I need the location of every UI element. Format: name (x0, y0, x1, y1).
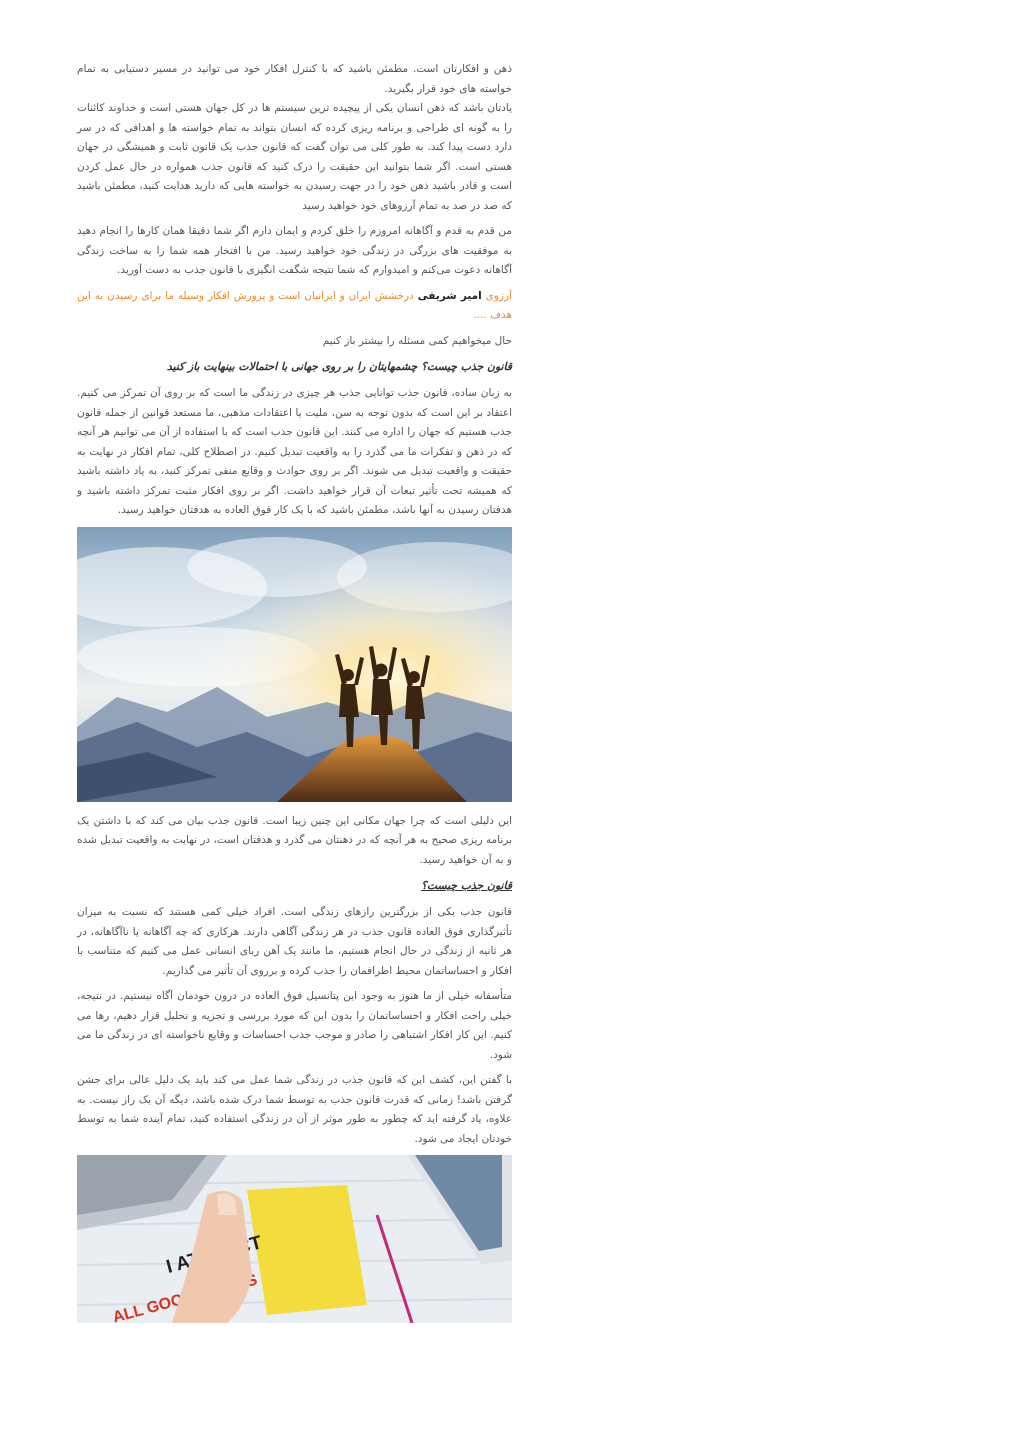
paragraph-biggest-secret: قانون جذب یکی از بزرگترین رازهای زندگی است. افراد خیلی کمی هستند که نسبت به میزان تأثیرگذاری فوق العاده قانون جذب در هر زندگی آگاهی دارند. هرکاری که چه آگاهانه یا ناآگاهانه، در هر ثانیه از زندگی در حال انجام هستیم، ما مانند یک آهن ربای انسانی عمل می کنیم که متناسب با افکار و احساساتمان محیط اطرافمان را جذب کرده و برروی آن تأثیر می گذاریم. (77, 906, 512, 977)
article-column (77, 60, 512, 1333)
paragraph-wish (77, 287, 512, 326)
wish-suffix: درخشش ایران و ایرانیان است و پرورش افکار وسیله ما برای رسیدن به این هدف .... (77, 289, 512, 321)
wish-prefix: آرزوی (481, 289, 513, 302)
paragraph-celebration: با گفتن این، کشف این که قانون جذب در زندگی شما عمل می کند باید یک دلیل عالی برای جشن گرفتن باشد! زمانی که قدرت قانون جذب به توسط شما درک شده باشد، دیگه آن یک راز نیست. به علاوه، یاد گرفته اید که چطور به طور موثر از آن در زندگی استفاده کنید، تمام آینده شما به توسط خودتان ایجاد می شود. (77, 1074, 512, 1145)
note-text-line1: I (164, 1256, 175, 1278)
author-name[interactable]: امیر شریفی (417, 289, 482, 302)
attract-note-photo (77, 1155, 512, 1323)
heading-law-of-attraction: قانون جذب چیست؟ (421, 879, 512, 892)
mountain-success-photo (77, 527, 512, 802)
note-text-line2: ALL GOOD (110, 1288, 197, 1323)
paragraph-simple-definition: به زبان ساده، قانون جذب توانایی جذب هر چیزی در زندگی ما است که بر روی آن تمرکز می کنیم. اعتقاد بر این است که بدون توجه به سن، ملیت یا اعتقادات مذهبی، ما مستعد قوانین از جمله قانون جذب هستیم که جهان را اداره می کنند. این قانون جذب است که با استفاده از آن می توانیم هر آنچه که در ذهن و تفکرات ما می گذرد را به واقعیت تبدیل کنیم. در اصطلاح کلی، تمام افکار در نهایت به حقیقت و واقعیت تبدیل می شوند. اگر بر روی حوادث و وقایع منفی تمرکز کنید، به یاد داشته باشید که همیشه تحت تأثیر تبعات آن قرار خواهید داشت. اگر بر روی افکار مثبت تمرکز داشته باشید و هدفتان رسیدن به آنها باشد، مطمئن باشید که با یک کار فوق العاده به هدفتان خواهید رسید. (77, 387, 512, 516)
paragraph-mind: یادتان باشد که ذهن انسان یکی از پیچیده ترین سیستم ها در کل جهان هستی است و خداوند کائنات را به گونه ای طراحی و برنامه ریزی کرده که انسان بتواند به تمام خواسته ها و اهدافی که در سر دارد دست پیدا کند. به طور کلی می توان گفت که قانون جذب یک قانون ثابت و همیشگی در جهان هستی است. اگر شما بتوانید این حقیقت را درک کنید که قانون جذب همواره در حال عمل کردن است و قادر باشید ذهن خود را در جهت رسیدن به خواسته هایی که دارید هدایت کنید، مطمئن باشید که صد در صد به تمام آرزوهای خود خواهید رسید (77, 102, 512, 212)
paragraph-intro-end: ذهن و افکارتان است. مطمئن باشید که با کنترل افکار خود می توانید در مسیر دستیابی به تمام خواسته های خود قرار بگیرید. (77, 63, 512, 95)
paragraph-transition: حال میخواهیم کمی مسئله را بیشتر باز کنیم (322, 334, 512, 347)
paragraph-beautiful-world: این دلیلی است که چرا جهان مکانی این چنین زیبا است. قانون جذب بیان می کند که با داشتن یک برنامه ریزی صحیح به هر آنچه که در ذهنتان می گذرد و هدفتان است، در نهایت به واقعیت تبدیل شده و به آن خواهید رسید. (77, 814, 512, 866)
paragraph-step-by-step: من قدم به قدم و آگاهانه امروزم را خلق کردم و ایمان دارم اگر شما دقیقا همان کارها را انجام دهید به موفقیت های بزرگی در زندگی خود خواهید رسید. من با افتخار همه شما را به ساخت زندگی آگاهانه دعوت می‌کنم و امیدوارم که شما نتیجه شگفت انگیزی با قانون جذب به دست آورید. (77, 225, 512, 276)
heading-what-is-law: قانون جذب چیست؟ چشمهایتان را بر روی جهانی با احتمالات بینهایت باز کنید (166, 360, 512, 373)
paragraph-unfortunately: متأسفانه خیلی از ما هنوز به وجود این پتانسیل فوق العاده در درون خودمان آگاه نیستیم. در نتیجه، خیلی راحت افکار و احساساتمان را بدون این که مورد بررسی و تجزیه و تحلیل قرار دهیم، رها می کنیم. این کار افکار اشتباهی را صادر و موجب جذب احساسات و وقایع ناخواسته ای در زندگی ما می شود. (77, 990, 512, 1061)
